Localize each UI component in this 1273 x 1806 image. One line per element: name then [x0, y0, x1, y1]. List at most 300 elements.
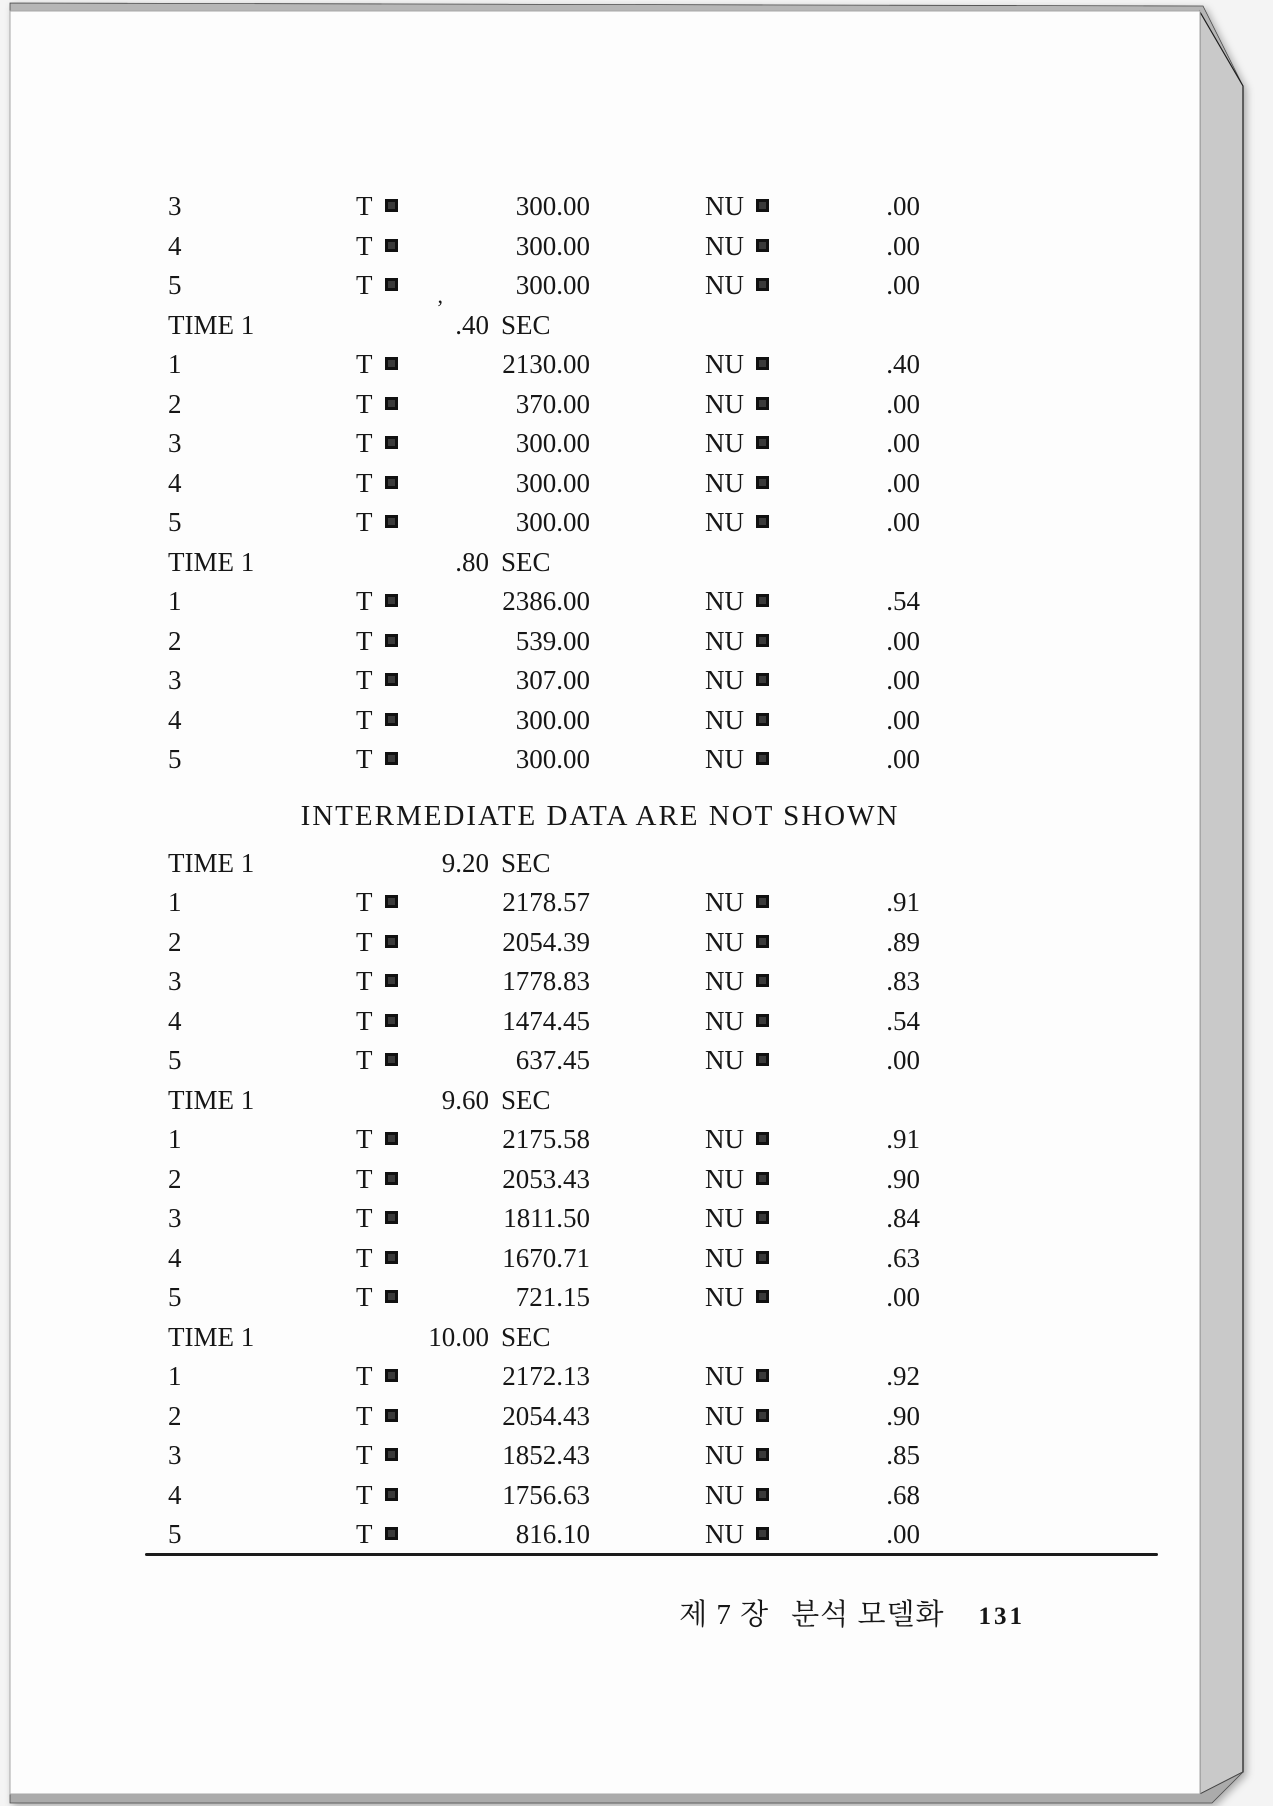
nu-label: NU — [705, 428, 744, 459]
t-label: T — [356, 926, 373, 957]
block-equals-icon — [385, 1290, 398, 1303]
time-label: TIME 1 — [168, 1084, 255, 1115]
sec-label: SEC — [501, 1321, 551, 1352]
node-id: 5 — [168, 744, 182, 775]
t-label: T — [356, 625, 373, 656]
t-cell — [356, 509, 590, 536]
nu-value: .54 — [886, 1005, 920, 1036]
t-value: 539.00 — [515, 625, 590, 656]
nu-label: NU — [705, 1045, 744, 1076]
t-cell — [356, 1442, 590, 1469]
table-row — [0, 1002, 1200, 1042]
t-equals-group — [356, 889, 398, 916]
nu-equals-group — [705, 1479, 769, 1510]
nu-equals-group — [705, 1005, 769, 1036]
t-value: 300.00 — [515, 744, 590, 775]
nu-label: NU — [705, 887, 744, 918]
block-equals-icon — [756, 357, 769, 370]
t-cell — [356, 926, 590, 957]
t-cell — [356, 968, 590, 995]
node-id: 1 — [168, 349, 182, 380]
time-label: TIME 1 — [168, 1321, 255, 1352]
t-cell — [356, 1521, 590, 1548]
node-id: 3 — [168, 665, 182, 696]
table-row — [0, 962, 1200, 1002]
nu-label: NU — [705, 1005, 744, 1036]
nu-value: .91 — [886, 1124, 920, 1155]
time-value: 10.00 — [428, 1321, 489, 1352]
t-equals-group — [356, 1400, 398, 1431]
nu-equals-group — [705, 1521, 769, 1548]
t-equals-group — [356, 1047, 398, 1074]
nu-label: NU — [705, 1479, 744, 1510]
t-equals-group — [356, 667, 398, 694]
nu-label: NU — [705, 349, 744, 380]
nu-cell — [705, 1205, 920, 1232]
divider-rule — [145, 1553, 1158, 1556]
block-equals-icon — [385, 278, 398, 291]
nu-value: .00 — [886, 625, 920, 656]
t-equals-group — [356, 926, 398, 957]
t-equals-group — [356, 1205, 398, 1232]
nu-cell — [705, 1442, 920, 1469]
nu-label: NU — [705, 704, 744, 735]
t-cell — [356, 1242, 590, 1273]
nu-value: .63 — [886, 1242, 920, 1273]
t-label: T — [356, 1400, 373, 1431]
t-value: 2130.00 — [502, 349, 590, 380]
nu-label: NU — [705, 1124, 744, 1155]
nu-equals-group — [705, 926, 769, 957]
nu-equals-group — [705, 889, 769, 916]
t-value: 300.00 — [515, 704, 590, 735]
table-row — [0, 1436, 1200, 1476]
node-id: 3 — [168, 428, 182, 459]
t-label: T — [356, 1163, 373, 1194]
block-equals-icon — [385, 1251, 398, 1264]
table-row — [0, 424, 1200, 464]
t-equals-group — [356, 509, 398, 536]
nu-value: .00 — [886, 1519, 920, 1550]
nu-equals-group — [705, 388, 769, 419]
t-label: T — [356, 1361, 373, 1392]
block-equals-icon — [756, 1409, 769, 1422]
nu-value: .00 — [886, 191, 920, 222]
block-equals-icon — [756, 895, 769, 908]
table-row — [0, 464, 1200, 504]
block-equals-icon — [385, 752, 398, 765]
nu-equals-group — [705, 1400, 769, 1431]
table-row — [0, 740, 1200, 780]
block-equals-icon — [385, 1527, 398, 1540]
nu-equals-group — [705, 625, 769, 656]
t-value: 2386.00 — [502, 586, 590, 617]
table-lines — [0, 187, 1200, 1555]
block-equals-icon — [385, 476, 398, 489]
nu-cell — [705, 1363, 920, 1390]
t-equals-group — [356, 625, 398, 656]
block-equals-icon — [756, 713, 769, 726]
t-cell — [356, 1284, 590, 1311]
nu-value: .89 — [886, 926, 920, 957]
nu-value: .00 — [886, 230, 920, 261]
table-row — [0, 923, 1200, 963]
nu-value: .90 — [886, 1163, 920, 1194]
t-cell — [356, 430, 590, 457]
time-row — [0, 543, 1200, 583]
table-row — [0, 622, 1200, 662]
t-label: T — [356, 1242, 373, 1273]
nu-value: .00 — [886, 270, 920, 301]
t-equals-group — [356, 1479, 398, 1510]
table-row — [0, 1160, 1200, 1200]
time-label: TIME 1 — [168, 546, 255, 577]
sec-label: SEC — [501, 847, 551, 878]
table-row — [0, 661, 1200, 701]
t-cell — [356, 388, 590, 419]
t-label: T — [356, 586, 373, 617]
t-cell — [356, 1005, 590, 1036]
nu-cell — [705, 1163, 920, 1194]
t-value: 816.10 — [515, 1519, 590, 1550]
block-equals-icon — [385, 515, 398, 528]
time-label: TIME 1 — [168, 309, 255, 340]
t-value: 1778.83 — [502, 966, 590, 997]
t-label: T — [356, 1479, 373, 1510]
nu-value: .00 — [886, 507, 920, 538]
time-label: TIME 1 — [168, 847, 255, 878]
t-label: T — [356, 966, 373, 997]
block-equals-icon — [385, 1211, 398, 1224]
t-label: T — [356, 1203, 373, 1234]
nu-cell — [705, 746, 920, 773]
table-row — [0, 503, 1200, 543]
nu-equals-group — [705, 1284, 769, 1311]
block-equals-icon — [385, 1448, 398, 1461]
node-id: 3 — [168, 966, 182, 997]
block-equals-icon — [756, 1527, 769, 1540]
t-equals-group — [356, 230, 398, 261]
node-id: 4 — [168, 1479, 182, 1510]
block-equals-icon — [756, 935, 769, 948]
nu-cell — [705, 625, 920, 656]
t-equals-group — [356, 1521, 398, 1548]
nu-cell — [705, 430, 920, 457]
nu-cell — [705, 704, 920, 735]
nu-value: .00 — [886, 665, 920, 696]
time-value: 9.20 — [441, 847, 489, 878]
block-equals-icon — [385, 357, 398, 370]
t-equals-group — [356, 270, 443, 308]
table-row — [0, 266, 1200, 306]
block-equals-icon — [756, 752, 769, 765]
nu-cell — [705, 926, 920, 957]
block-equals-icon — [756, 634, 769, 647]
table-row — [0, 1476, 1200, 1516]
node-id: 3 — [168, 191, 182, 222]
t-label: T — [356, 1282, 373, 1313]
t-cell — [356, 270, 590, 308]
table-row — [0, 1199, 1200, 1239]
nu-equals-group — [705, 588, 769, 615]
nu-label: NU — [705, 507, 744, 538]
block-equals-icon — [756, 476, 769, 489]
table-row — [0, 345, 1200, 385]
t-equals-group — [356, 1242, 398, 1273]
t-value: 1852.43 — [502, 1440, 590, 1471]
footer-page-number: 131 — [978, 1603, 1025, 1630]
nu-equals-group — [705, 667, 769, 694]
node-id: 4 — [168, 704, 182, 735]
block-equals-icon — [756, 515, 769, 528]
table-row — [0, 1239, 1200, 1279]
table-row — [0, 883, 1200, 923]
t-cell — [356, 704, 590, 735]
nu-value: .68 — [886, 1479, 920, 1510]
block-equals-icon — [385, 634, 398, 647]
node-id: 3 — [168, 1203, 182, 1234]
nu-equals-group — [705, 1205, 769, 1232]
block-equals-icon — [756, 199, 769, 212]
nu-cell — [705, 351, 920, 378]
block-equals-icon — [756, 1290, 769, 1303]
node-id: 5 — [168, 1519, 182, 1550]
t-label: T — [356, 1005, 373, 1036]
t-equals-group — [356, 430, 398, 457]
block-equals-icon — [385, 199, 398, 212]
t-equals-group — [356, 704, 398, 735]
nu-cell — [705, 509, 920, 536]
nu-equals-group — [705, 230, 769, 261]
t-cell — [356, 1400, 590, 1431]
nu-label: NU — [705, 270, 744, 301]
node-id: 5 — [168, 507, 182, 538]
node-id: 2 — [168, 625, 182, 656]
nu-equals-group — [705, 1242, 769, 1273]
block-equals-icon — [385, 673, 398, 686]
block-equals-icon — [756, 1132, 769, 1145]
t-cell — [356, 1047, 590, 1074]
t-equals-group — [356, 1284, 398, 1311]
nu-equals-group — [705, 968, 769, 995]
time-row — [0, 844, 1200, 884]
t-label: T — [356, 388, 373, 419]
nu-label: NU — [705, 586, 744, 617]
nu-label: NU — [705, 1282, 744, 1313]
nu-value: .90 — [886, 1400, 920, 1431]
sec-label: SEC — [501, 1084, 551, 1115]
t-label: T — [356, 507, 373, 538]
block-equals-icon — [385, 935, 398, 948]
t-equals-group — [356, 1363, 398, 1390]
node-id: 2 — [168, 388, 182, 419]
nu-label: NU — [705, 191, 744, 222]
nu-label: NU — [705, 744, 744, 775]
t-value: 1474.45 — [502, 1005, 590, 1036]
nu-label: NU — [705, 926, 744, 957]
node-id: 5 — [168, 1045, 182, 1076]
t-cell — [356, 1205, 590, 1232]
block-equals-icon — [385, 974, 398, 987]
nu-value: .00 — [886, 1045, 920, 1076]
t-equals-group — [356, 1005, 398, 1036]
block-equals-icon — [756, 436, 769, 449]
table-row — [0, 1515, 1200, 1555]
t-label: T — [356, 467, 373, 498]
nu-equals-group — [705, 509, 769, 536]
nu-equals-group — [705, 430, 769, 457]
block-equals-icon — [756, 974, 769, 987]
block-equals-icon — [756, 1014, 769, 1027]
nu-label: NU — [705, 625, 744, 656]
block-equals-icon — [756, 397, 769, 410]
t-value: 637.45 — [515, 1045, 590, 1076]
nu-label: NU — [705, 1203, 744, 1234]
nu-cell — [705, 1400, 920, 1431]
t-value: 2172.13 — [502, 1361, 590, 1392]
t-equals-group — [356, 1442, 398, 1469]
t-value: 2054.43 — [502, 1400, 590, 1431]
nu-cell — [705, 272, 920, 299]
t-value: 2178.57 — [502, 887, 590, 918]
block-equals-icon — [756, 278, 769, 291]
t-cell — [356, 588, 590, 615]
t-value: 2175.58 — [502, 1124, 590, 1155]
node-id: 4 — [168, 230, 182, 261]
time-value: .40 — [455, 309, 489, 340]
nu-cell — [705, 667, 920, 694]
table-row — [0, 701, 1200, 741]
time-row — [0, 306, 1200, 346]
t-cell — [356, 1479, 590, 1510]
t-equals-group — [356, 968, 398, 995]
sec-label: SEC — [501, 546, 551, 577]
table-row — [0, 385, 1200, 425]
table-row — [0, 187, 1200, 227]
nu-cell — [705, 1126, 920, 1153]
t-value: 1670.71 — [502, 1242, 590, 1273]
block-equals-icon — [385, 1014, 398, 1027]
t-value: 300.00 — [515, 428, 590, 459]
nu-label: NU — [705, 1242, 744, 1273]
time-row — [0, 1081, 1200, 1121]
t-label: T — [356, 704, 373, 735]
nu-equals-group — [705, 746, 769, 773]
t-equals-group — [356, 746, 398, 773]
nu-equals-group — [705, 1163, 769, 1194]
table-row — [0, 1041, 1200, 1081]
nu-value: .00 — [886, 388, 920, 419]
t-value: 300.00 — [515, 270, 590, 301]
t-cell — [356, 1363, 590, 1390]
nu-equals-group — [705, 1363, 769, 1390]
nu-label: NU — [705, 665, 744, 696]
book-fore-edge-surface — [1200, 12, 1243, 1794]
t-label: T — [356, 887, 373, 918]
nu-label: NU — [705, 1163, 744, 1194]
t-cell — [356, 625, 590, 656]
node-id: 5 — [168, 1282, 182, 1313]
block-equals-icon — [756, 1488, 769, 1501]
nu-cell — [705, 1521, 920, 1548]
table-row — [0, 1278, 1200, 1318]
table-row — [0, 227, 1200, 267]
t-cell — [356, 351, 590, 378]
nu-label: NU — [705, 388, 744, 419]
t-value: 300.00 — [515, 191, 590, 222]
block-equals-icon — [385, 397, 398, 410]
nu-cell — [705, 1479, 920, 1510]
block-equals-icon — [385, 594, 398, 607]
time-value: .80 — [455, 546, 489, 577]
block-equals-icon — [756, 1053, 769, 1066]
nu-equals-group — [705, 272, 769, 299]
nu-cell — [705, 1284, 920, 1311]
page-footer — [0, 1592, 1200, 1633]
nu-value: .83 — [886, 966, 920, 997]
block-equals-icon — [385, 239, 398, 252]
t-equals-group — [356, 193, 398, 220]
nu-value: .91 — [886, 887, 920, 918]
block-equals-icon — [385, 1488, 398, 1501]
nu-cell — [705, 193, 920, 220]
block-equals-icon — [385, 1132, 398, 1145]
t-label: T — [356, 665, 373, 696]
node-id: 1 — [168, 887, 182, 918]
sec-label: SEC — [501, 309, 551, 340]
nu-value: .00 — [886, 704, 920, 735]
block-equals-icon — [756, 239, 769, 252]
nu-equals-group — [705, 467, 769, 498]
intermediate-heading: INTERMEDIATE DATA ARE NOT SHOWN — [300, 800, 900, 832]
nu-cell — [705, 889, 920, 916]
block-equals-icon — [756, 1448, 769, 1461]
block-equals-icon — [385, 1172, 398, 1185]
nu-value: .00 — [886, 467, 920, 498]
t-value: 300.00 — [515, 507, 590, 538]
t-cell — [356, 1126, 590, 1153]
table-row — [0, 582, 1200, 622]
nu-value: .85 — [886, 1440, 920, 1471]
node-id: 5 — [168, 270, 182, 301]
t-cell — [356, 746, 590, 773]
nu-value: .00 — [886, 744, 920, 775]
t-label: T — [356, 1124, 373, 1155]
t-equals-group — [356, 1163, 398, 1194]
nu-value: .00 — [886, 1282, 920, 1313]
t-label: T — [356, 191, 373, 222]
nu-cell — [705, 1005, 920, 1036]
t-value: 300.00 — [515, 467, 590, 498]
block-equals-icon — [385, 1053, 398, 1066]
t-value: 370.00 — [515, 388, 590, 419]
t-label: T — [356, 270, 373, 301]
t-equals-group — [356, 467, 398, 498]
t-value: 307.00 — [515, 665, 590, 696]
node-id: 1 — [168, 586, 182, 617]
t-label: T — [356, 428, 373, 459]
nu-cell — [705, 230, 920, 261]
t-cell — [356, 667, 590, 694]
block-equals-icon — [756, 1211, 769, 1224]
nu-cell — [705, 1242, 920, 1273]
block-equals-icon — [756, 1172, 769, 1185]
t-label: T — [356, 1440, 373, 1471]
block-equals-icon — [756, 673, 769, 686]
t-equals-group — [356, 588, 398, 615]
block-equals-icon — [756, 1369, 769, 1382]
nu-label: NU — [705, 966, 744, 997]
